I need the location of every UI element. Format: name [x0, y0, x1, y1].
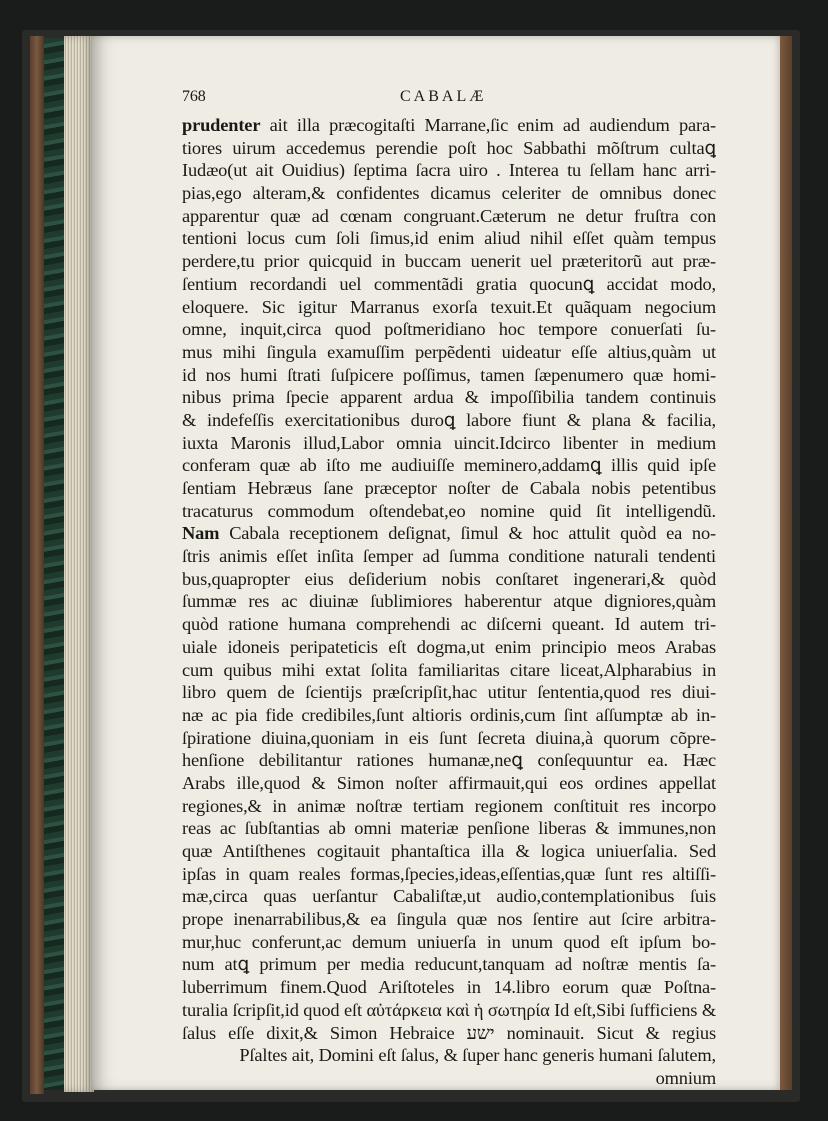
text-line — [182, 999, 716, 1022]
line-text: perdere,tu prior quicquid in buccam uenerit uel præteritorũ aut præ- — [182, 251, 716, 272]
text-line — [182, 386, 716, 409]
line-text: ſentium recordandi uel commentãdi gratia quocunꝗ accidat modo, — [182, 273, 716, 294]
line-text: tiores uirum accedemus perendie poſt hoc Sabbathi mõſtrum cultaꝗ — [182, 137, 716, 158]
catchword: omnium — [655, 1067, 716, 1088]
text-line — [182, 749, 716, 772]
line-text: ait illa præcogitaſti Marrane,ſic enim ad audiendum para- — [260, 115, 716, 135]
line-text: bus,quapropter eius deſiderium nobis conſtaret ingenerari,& quòd — [182, 568, 716, 589]
body-text — [182, 114, 716, 1067]
running-head — [182, 88, 716, 114]
text-line — [182, 205, 716, 228]
line-text: regiones,& in animæ noſtræ tertiam regionem conſtituit res incorpo — [182, 795, 716, 816]
text-line — [182, 114, 716, 137]
page-edges — [64, 36, 94, 1092]
line-text: Cabala receptionem deſignat, ſimul & hoc attulit quòd ea no- — [219, 523, 716, 544]
line-text: henſione debilitantur rationes humanæ,neꝗ conſequuntur ea. Hæc — [182, 750, 716, 771]
text-line — [182, 341, 716, 364]
line-text: ſpiratione diuina,quoniam in eis ſunt ſecreta diuina,à quorum cõpre- — [182, 727, 716, 748]
text-line — [182, 182, 716, 205]
text-line — [182, 795, 716, 818]
text-line — [182, 863, 716, 886]
line-text: ipſas in quam reales formas,ſpecies,ideas,eſſentias,quæ ſunt res altiſſi- — [182, 863, 716, 884]
line-text: ſummæ res ac diuinæ ſublimiores haberentur atque digniores,quàm — [182, 591, 716, 612]
text-line — [182, 727, 716, 750]
line-text: mæ,circa quas uerſantur Cabaliſtæ,ut audio,contemplationibus ſuis — [182, 886, 716, 907]
line-text: turalia ſcripſit,id quod eſt αὐτάρκεια καὶ ἡ σωτηρία Id eſt,Sibi ſufficiens & — [182, 999, 716, 1020]
text-line — [182, 704, 716, 727]
text-line — [182, 432, 716, 455]
text-line — [182, 250, 716, 273]
text-line — [182, 590, 716, 613]
line-text: quæ Antiſthenes cogitauit phantaſtica illa & logica uniuerſalia. Sed — [182, 841, 716, 861]
text-line — [182, 477, 716, 500]
text-line — [182, 908, 716, 931]
text-line — [182, 273, 716, 296]
text-line — [182, 409, 716, 432]
page-number: 768 — [182, 88, 206, 105]
text-line — [182, 568, 716, 591]
line-text: næ ac pia fide credibiles,ſunt altioris ordinis,cum ſint aſſumptæ ab in- — [182, 704, 716, 725]
line-text: eloquere. Sic igitur Marranus exorſa texuit.Et quãquam negocium — [182, 296, 716, 317]
text-line — [182, 1022, 716, 1045]
text-line — [182, 976, 716, 999]
line-text: reas ac ſubſtantias ab omni materiæ penſione liberas & immunes,non — [182, 818, 716, 839]
text-line — [182, 227, 716, 250]
line-text: mus mihi ſingula examuſſim perpẽdenti uideatur eſſe altius,quàm ut — [182, 341, 716, 362]
line-text: uiale idoneis peripateticis eſt dogma,ut enim principio meos Arabas — [182, 636, 716, 657]
line-text: mur,huc conferunt,ac demum uniuerſa in unum quod eſt ipſum bo- — [182, 931, 716, 952]
text-line — [182, 931, 716, 954]
text-line — [182, 840, 716, 863]
line-text: Iudæo(ut ait Ouidius) ſeptima ſacra uiro . Interea tu ſellam hanc arri- — [182, 160, 716, 181]
text-line — [182, 364, 716, 387]
text-line — [182, 318, 716, 341]
text-block — [182, 88, 716, 1090]
text-line — [182, 953, 716, 976]
line-text: tentioni locus cum ſoli ſimus,id enim aliud nihil eſſet quàm tempus — [182, 228, 716, 249]
bold-lead-word: Nam — [182, 523, 220, 544]
text-line — [182, 454, 716, 477]
line-text: pias,ego alteram,& confidentes dicamus celeriter de omnibus donec — [182, 183, 716, 204]
line-text: Pſaltes ait, Domini eſt ſalus, & ſuper hanc generis humani ſalutem, — [239, 1045, 716, 1066]
cover-edge — [30, 36, 44, 1094]
line-text: iuxta Maronis illud,Labor omnia uincit.Idcirco libenter in medium — [182, 432, 716, 453]
text-line — [182, 613, 716, 636]
text-line — [182, 636, 716, 659]
line-text: ſalus eſſe dixit,& Simon Hebraice ישע nominauit. Sicut & regius — [182, 1022, 716, 1043]
line-text: Arabs ille,quod & Simon noſter affirmauit,qui eos ordines appellat — [182, 772, 716, 793]
text-line — [182, 159, 716, 182]
line-text: nibus prima ſpecie apparent ardua & impoſſibilia tandem continuis — [182, 387, 716, 408]
line-text: & indefeſſis exercitationibus duroꝗ labore fiunt & plana & facilia, — [182, 409, 716, 430]
text-line — [182, 772, 716, 795]
line-text: conferam quæ ab iſto me audiuiſſe meminero,addamꝗ illis quid ipſe — [182, 455, 716, 476]
text-line — [182, 659, 716, 682]
line-text: id nos humi ſtrati ſuſpicere poſſimus, tamen ſæpenumero quæ homi- — [182, 364, 716, 385]
text-line — [182, 545, 716, 568]
text-line — [182, 137, 716, 160]
text-line — [182, 1044, 716, 1067]
line-text: ſentiam Hebræus ſane præceptor noſter de Cabala nobis petentibus — [182, 478, 716, 498]
line-text: tracaturus commodum oſtendebat,eo nomine quid ſit intelligendũ. — [182, 500, 716, 521]
text-line — [182, 885, 716, 908]
text-line — [182, 681, 716, 704]
line-text: cum quibus mihi extat ſolita familiaritas citare liceat,Alpharabius in — [182, 659, 716, 680]
line-text: apparentur quæ ad cœnam congruant.Cæterum ne detur fruſtra con — [182, 205, 716, 226]
text-line — [182, 817, 716, 840]
running-title: CABALÆ — [400, 88, 487, 105]
line-text: quòd ratione humana comprehendi ac diſcerni queant. Id autem tri- — [182, 614, 716, 635]
line-text: num atꝗ primum per media reducunt,tanquam ad noſtræ mentis ſa- — [182, 954, 716, 975]
cover-edge-right — [780, 36, 792, 1090]
line-text: luberrimum finem.Quod Ariſtoteles in 14.libro eorum quæ Poſtna- — [182, 977, 716, 998]
text-line — [182, 522, 716, 545]
line-text: omne, inquit,circa quod poſtmeridiano hoc tempore conuerſati ſu- — [182, 319, 716, 340]
text-line — [182, 500, 716, 523]
line-text: ſtris animis eſſet inſita ſemper ad ſumma conditione naturali tendenti — [182, 546, 716, 567]
line-text: prope inenarrabilibus,& ea ſingula quæ nos ſentire aut ſcire arbitra- — [182, 909, 716, 930]
bold-lead-word: prudenter — [182, 115, 261, 135]
line-text: libro quem de ſcientijs præſcripſit,hac utitur ſententia,quod res diui- — [182, 682, 716, 703]
text-line — [182, 296, 716, 319]
